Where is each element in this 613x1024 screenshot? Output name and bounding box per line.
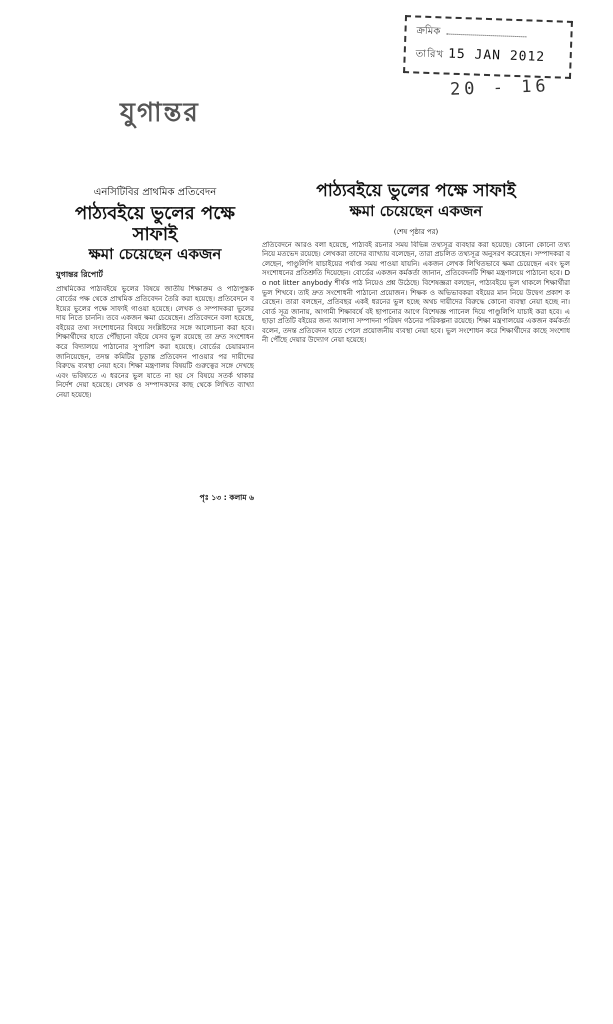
date-stamp [403,15,573,79]
continued-subheadline: ক্ষমা চেয়েছেন একজন [349,201,483,220]
article-headline: পাঠ্যবইয়ে ভুলের পক্ষে সাফাই [74,203,236,245]
article-continued [262,182,570,581]
continued-from-note: (শেষ পৃষ্ঠার পর) [393,227,439,236]
stamp-date-label: তারিখ [415,48,445,61]
continued-headline: পাঠ্যবইয়ে ভুলের পক্ষে সাফাই [316,181,516,201]
stamp-date: 15 JAN 2012 [447,46,546,65]
newspaper-name: যুগান্তর [120,98,200,128]
article-kicker: এনসিটিবির প্রাথমিক প্রতিবেদন [93,187,217,198]
article-subheadline: ক্ষমা চেয়েছেন একজন [88,245,222,264]
article-front [56,185,254,505]
article-body: প্রাথমিকের পাঠ্যবইয়ে ভুলের বিষয়ে জাতীয় শিক্ষাক্রম ও পাঠ্যপুস্তক বোর্ডের পক্ষ থেকে প্রাথমিক প্রতিবেদন তৈরি করা হয়েছে। প্রতিবেদনে বইয়ের ভুলের পক্ষে সাফাই গাওয়া হয়েছে। লেখক ও সম্পাদকরা ভুলের দায় নিতে চাননি। তবে একজন ক্ষমা চেয়েছেন। প্রতিবেদনে বলা হয়েছে, বইয়ের তথ্য সংশোধনের বিষয়ে সংশ্লিষ্টদের সঙ্গে আলোচনা করা হবে। শিক্ষার্থীদের হাতে পৌঁছানো বইয়ে যেসব ভুল রয়েছে তা দ্রুত সংশোধন করে বিদ্যালয়ে পাঠানোর সুপারিশ করা হয়েছে। বোর্ডের চেয়ারম্যান জানিয়েছেন, তদন্ত কমিটির চূড়ান্ত প্রতিবেদন পাওয়ার পর দায়ীদের বিরুদ্ধে ব্যবস্থা নেয়া হবে। শিক্ষা মন্ত্রণালয় বিষয়টি গুরুত্বের সঙ্গে দেখছে এবং ভবিষ্যতে এ ধরনের ভুল যাতে না হয় সে বিষয়ে সতর্ক থাকার নির্দেশ দেয়া হয়েছে। লেখক ও সম্পাদকদের কাছ থেকে লিখিত ব্যাখ্যা নেয়া হয়েছে। [56,285,254,399]
article-jump-note: পৃঃ ১৩ : কলাম ৬ [199,493,254,503]
stamp-top-row [416,24,526,45]
handwritten-number: 20 - 16 [449,76,550,100]
continued-body: প্রতিবেদনে আরও বলা হয়েছে, পাঠ্যবই রচনার সময় বিভিন্ন তথ্যসূত্র ব্যবহার করা হয়েছে। কোনো কোনো তথ্য নিয়ে মতভেদ রয়েছে। লেখকরা তাদের ব্যাখ্যায় বলেছেন, তারা প্রচলিত তথ্যসূত্র অনুসরণ করেছেন। সম্পাদকরা বলেছেন, পাণ্ডুলিপি যাচাইয়ের পর্যাপ্ত সময় পাওয়া যায়নি। একজন লেখক লিখিতভাবে ক্ষমা চেয়েছেন এবং ভুল সংশোধনের প্রতিশ্রুতি দিয়েছেন। বোর্ডের একজন কর্মকর্তা জানান, প্রতিবেদনটি শিক্ষা মন্ত্রণালয়ে পাঠানো হবে। Do not litter anybody শীর্ষক পাঠ নিয়েও প্রশ্ন উঠেছে। বিশেষজ্ঞরা বলছেন, পাঠ্যবইয়ে ভুল থাকলে শিক্ষার্থীরা ভুল শিখবে। তাই দ্রুত সংশোধনী পাঠানো প্রয়োজন। শিক্ষক ও অভিভাবকরা বইয়ের মান নিয়ে উদ্বেগ প্রকাশ করেছেন। তারা বলছেন, প্রতিবছর একই ধরনের ভুল হচ্ছে অথচ দায়ীদের বিরুদ্ধে কোনো ব্যবস্থা নেয়া হচ্ছে না। বোর্ড সূত্র জানায়, আগামী শিক্ষাবর্ষে বই ছাপানোর আগে বিশেষজ্ঞ প্যানেল দিয়ে পাণ্ডুলিপি যাচাই করা হবে। এ ছাড়া প্রতিটি বইয়ের জন্য আলাদা সম্পাদনা পরিষদ গঠনের পরিকল্পনা রয়েছে। শিক্ষা মন্ত্রণালয়ের একজন কর্মকর্তা বলেন, তদন্ত প্রতিবেদন হাতে পেলে প্রয়োজনীয় ব্যবস্থা নেয়া হবে। ভুল সংশোধন করে শিক্ষার্থীদের কাছে সংশোধনী পৌঁছে দেয়ার উদ্যোগ নেয়া হয়েছে। [262,240,570,345]
stamp-date-row [415,45,545,68]
stamp-top-label: ক্রমিক [416,25,441,38]
article-byline: যুগান্তর রিপোর্ট [56,270,103,280]
